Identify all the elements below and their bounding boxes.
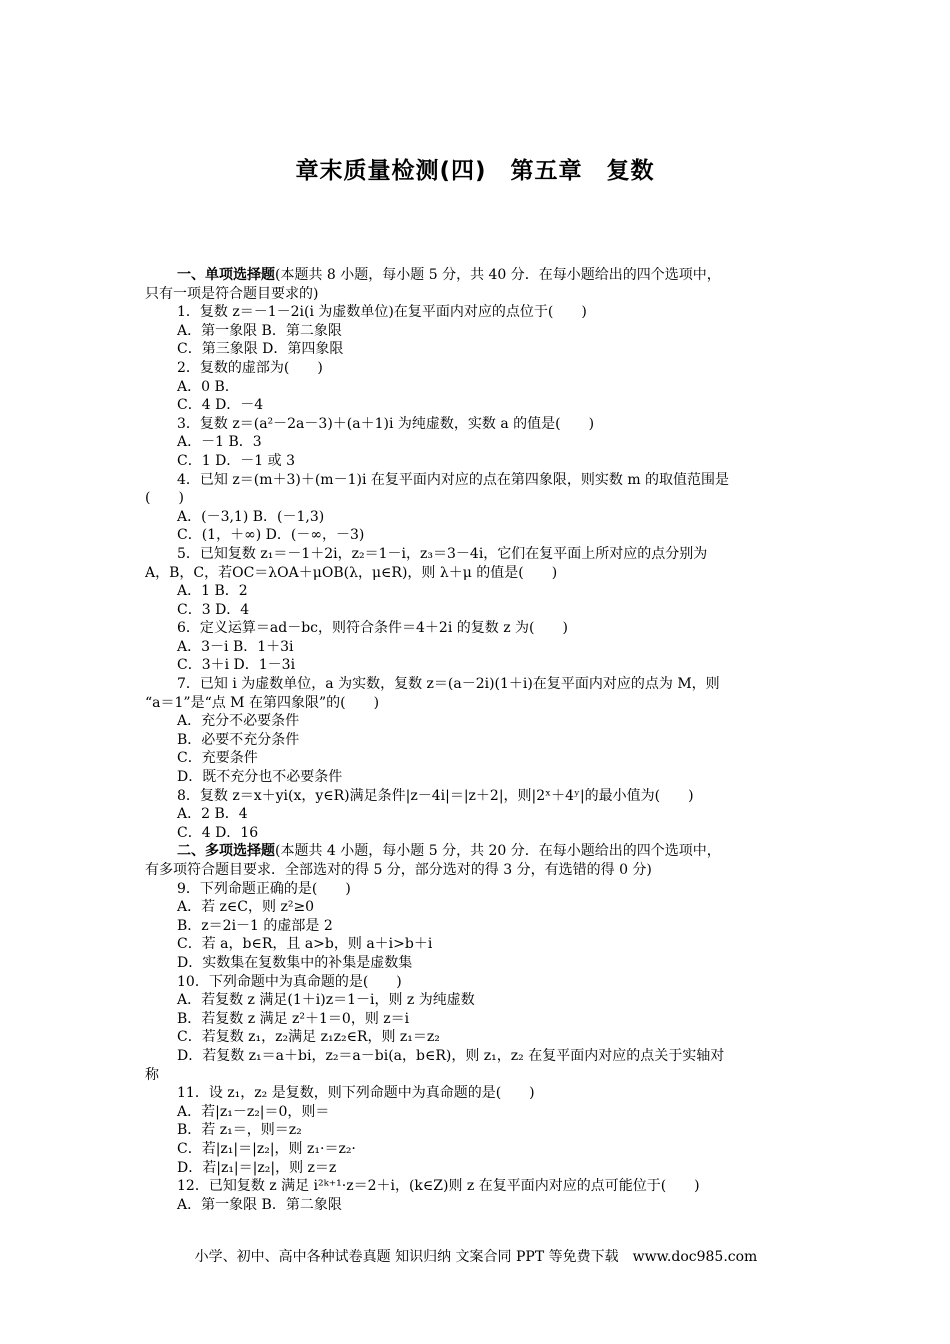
q10-option-c: C．若复数 z₁，z₂满足 z₁z₂∈R，则 z₁＝z₂ xyxy=(177,1029,440,1046)
question-9: 9．下列命题正确的是( ) xyxy=(177,880,351,897)
question-8: 8．复数 z＝x＋yi(x，y∈R)满足条件|z－4i|＝|z＋2|，则|2ˣ＋4ʸ|的最小值为( ) xyxy=(177,787,694,804)
question-7: 7．已知 i 为虚数单位，a 为实数，复数 z＝(a－2i)(1＋i)在复平面内对应的点为 M，则 xyxy=(177,676,720,693)
page-title: 章末质量检测(四) 第五章 复数 xyxy=(295,158,655,184)
question-12: 12．已知复数 z 满足 i²ᵏ⁺¹·z＝2＋i，(k∈Z)则 z 在复平面内对应的点可能位于( ) xyxy=(177,1178,700,1195)
question-3: 3．复数 z＝(a²－2a－3)＋(a＋1)i 为纯虚数，实数 a 的值是( ) xyxy=(177,415,595,432)
question-5-cont: A，B，C，若OC＝λOA＋μOB(λ，μ∈R)，则 λ＋μ 的值是( ) xyxy=(145,564,558,581)
q7-option-a: A．充分不必要条件 xyxy=(177,713,300,730)
q7-option-d: D．既不充分也不必要条件 xyxy=(177,769,343,786)
page-footer: 小学、初中、高中各种试卷真题 知识归纳 文案合同 PPT 等免费下载 www.doc985.com xyxy=(194,1249,758,1265)
question-11: 11．设 z₁，z₂ 是复数，则下列命题中为真命题的是( ) xyxy=(177,1085,535,1102)
q3-options-ab: A．－1 B．3 xyxy=(177,434,262,451)
q1-options-ab: A．第一象限 B．第二象限 xyxy=(177,322,342,339)
question-4: 4．已知 z＝(m＋3)＋(m－1)i 在复平面内对应的点在第四象限，则实数 m 的取值范围是 xyxy=(177,471,730,488)
q8-options-ab: A．2 B．4 xyxy=(177,806,248,823)
q10-option-d: D．若复数 z₁＝a＋bi，z₂＝a－bi(a，b∈R)，则 z₁，z₂ 在复平面内对应的点关于实轴对 xyxy=(177,1047,725,1064)
section-1-desc-cont: 只有一项是符合题目要求的) xyxy=(145,285,319,302)
q4-options-ab: A．(－3,1) B．(－1,3) xyxy=(177,508,325,525)
q9-option-c: C．若 a，b∈R，且 a>b，则 a＋i>b＋i xyxy=(177,936,433,953)
q8-options-cd: C．4 D．16 xyxy=(177,824,259,841)
section-2-header xyxy=(145,842,807,861)
q9-option-d: D．实数集在复数集中的补集是虚数集 xyxy=(177,954,413,971)
q6-options-ab: A．3－i B．1＋3i xyxy=(177,638,294,655)
q6-options-cd: C．3＋i D．1－3i xyxy=(177,657,296,674)
q9-option-b: B．z＝2i－1 的虚部是 2 xyxy=(177,917,333,934)
question-6: 6．定义运算＝ad－bc，则符合条件＝4＋2i 的复数 z 为( ) xyxy=(177,620,568,637)
q7-option-c: C．充要条件 xyxy=(177,750,258,767)
section-2-desc: (本题共 4 小题，每小题 5 分，共 20 分．在每小题给出的四个选项中， xyxy=(275,843,721,860)
question-1: 1．复数 z＝－1－2i(i 为虚数单位)在复平面内对应的点位于( ) xyxy=(177,304,587,321)
q11-option-d: D．若|z₁|＝|z₂|，则 z＝z xyxy=(177,1159,337,1176)
q2-options-cd: C．4 D．－4 xyxy=(177,397,264,414)
q1-options-cd: C．第三象限 D．第四象限 xyxy=(177,341,344,358)
question-7-cont: “a＝1”是“点 M 在第四象限”的( ) xyxy=(145,694,380,711)
q5-options-cd: C．3 D．4 xyxy=(177,601,250,618)
q11-option-b: B．若 z₁＝，则＝z₂ xyxy=(177,1122,302,1139)
q10-option-b: B．若复数 z 满足 z²＋1＝0，则 z＝i xyxy=(177,1010,410,1027)
section-1-heading: 一、单项选择题 xyxy=(177,267,275,283)
q10-option-d-cont: 称 xyxy=(145,1066,159,1083)
q4-options-cd: C．(1，＋∞) D．(－∞，－3) xyxy=(177,527,365,544)
q7-option-b: B．必要不充分条件 xyxy=(177,731,300,748)
q11-option-a: A．若|z₁－z₂|＝0，则＝ xyxy=(177,1103,330,1120)
q12-options-ab: A．第一象限 B．第二象限 xyxy=(177,1196,342,1213)
section-1-desc: (本题共 8 小题，每小题 5 分，共 40 分．在每小题给出的四个选项中， xyxy=(275,267,721,283)
q5-options-ab: A．1 B．2 xyxy=(177,583,248,600)
question-5: 5．已知复数 z₁＝－1＋2i，z₂＝1－i，z₃＝3－4i，它们在复平面上所对应的点分别为 xyxy=(177,545,708,562)
q3-options-cd: C．1 D．－1 或 3 xyxy=(177,452,296,469)
q9-option-a: A．若 z∈C，则 z²≥0 xyxy=(177,899,315,916)
q11-option-c: C．若|z₁|＝|z₂|，则 z₁·＝z₂· xyxy=(177,1140,356,1157)
q2-options-ab: A．0 B. xyxy=(177,378,230,395)
section-1-header xyxy=(145,266,807,285)
question-2: 2．复数的虚部为( ) xyxy=(177,359,323,376)
q10-option-a: A．若复数 z 满足(1＋i)z＝1－i，则 z 为纯虚数 xyxy=(177,992,475,1009)
question-4-cont: ( ) xyxy=(145,490,184,507)
exam-body xyxy=(145,266,807,1214)
section-2-heading: 二、多项选择题 xyxy=(177,843,275,860)
question-10: 10．下列命题中为真命题的是( ) xyxy=(177,973,402,990)
section-2-desc-cont: 有多项符合题目要求．全部选对的得 5 分，部分选对的得 3 分，有选错的得 0 分) xyxy=(145,862,652,878)
